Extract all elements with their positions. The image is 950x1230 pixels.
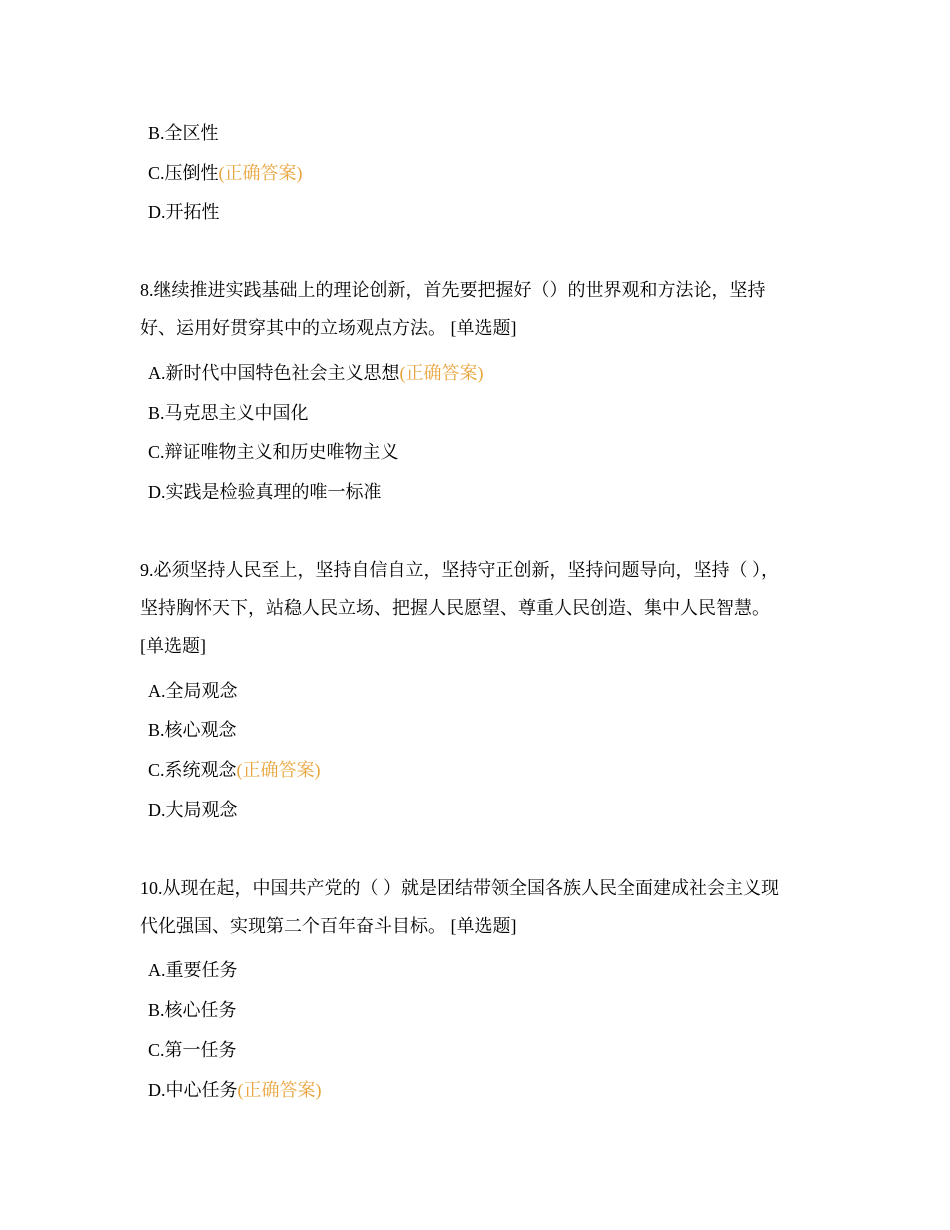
- q10-option-b: [148, 997, 237, 1023]
- option-text: B.核心任务: [148, 1000, 237, 1020]
- option-text: B.马克思主义中国化: [148, 403, 309, 423]
- q10-text-line-2: 代化强国、实现第二个百年奋斗目标。 [单选题]: [140, 916, 517, 936]
- q8-option-b: [148, 400, 309, 426]
- option-text: C.压倒性: [148, 163, 219, 183]
- q8-text-line-2: 好、运用好贯穿其中的立场观点方法。 [单选题]: [140, 318, 517, 338]
- option-text: D.实践是检验真理的唯一标准: [148, 482, 382, 502]
- option-text: B.全区性: [148, 123, 219, 143]
- correct-answer-mark: (正确答案): [237, 1080, 322, 1100]
- option-text: C.第一任务: [148, 1040, 237, 1060]
- q9-option-b: [148, 717, 237, 743]
- option-text: D.中心任务: [148, 1080, 238, 1100]
- q7-option-d: [148, 199, 220, 225]
- option-text: A.全局观念: [148, 681, 238, 701]
- q7-option-c: [148, 160, 303, 186]
- correct-answer-mark: (正确答案): [218, 163, 303, 183]
- q8-text-line-1: 8.继续推进实践基础上的理论创新，首先要把握好（）的世界观和方法论，坚持: [140, 280, 766, 300]
- q9-text-line-3: [单选题]: [140, 636, 206, 656]
- correct-answer-mark: (正确答案): [236, 760, 321, 780]
- correct-answer-mark: (正确答案): [399, 363, 484, 383]
- q9-text-line-2: 坚持胸怀天下，站稳人民立场、把握人民愿望、尊重人民创造、集中人民智慧。: [140, 598, 770, 618]
- q10-option-c: [148, 1037, 237, 1063]
- q7-option-b: [148, 120, 219, 146]
- option-text: C.辩证唯物主义和历史唯物主义: [148, 442, 399, 462]
- option-text: A.重要任务: [148, 960, 238, 980]
- q8-option-c: [148, 439, 399, 465]
- option-text: A.新时代中国特色社会主义思想: [148, 363, 400, 383]
- q9-option-c: [148, 757, 321, 783]
- q9-option-a: [148, 678, 238, 704]
- q9-option-d: [148, 797, 238, 823]
- q10-text-line-1: 10.从现在起，中国共产党的（ ）就是团结带领全国各族人民全面建成社会主义现: [140, 878, 779, 898]
- option-text: B.核心观念: [148, 720, 237, 740]
- q8-option-d: [148, 479, 382, 505]
- q8-option-a: [148, 360, 484, 386]
- q10-option-a: [148, 957, 238, 983]
- option-text: C.系统观念: [148, 760, 237, 780]
- q9-text-line-1: 9.必须坚持人民至上，坚持自信自立，坚持守正创新，坚持问题导向，坚持（ ），: [140, 560, 779, 580]
- q10-option-d: [148, 1077, 322, 1103]
- option-text: D.大局观念: [148, 800, 238, 820]
- option-text: D.开拓性: [148, 202, 220, 222]
